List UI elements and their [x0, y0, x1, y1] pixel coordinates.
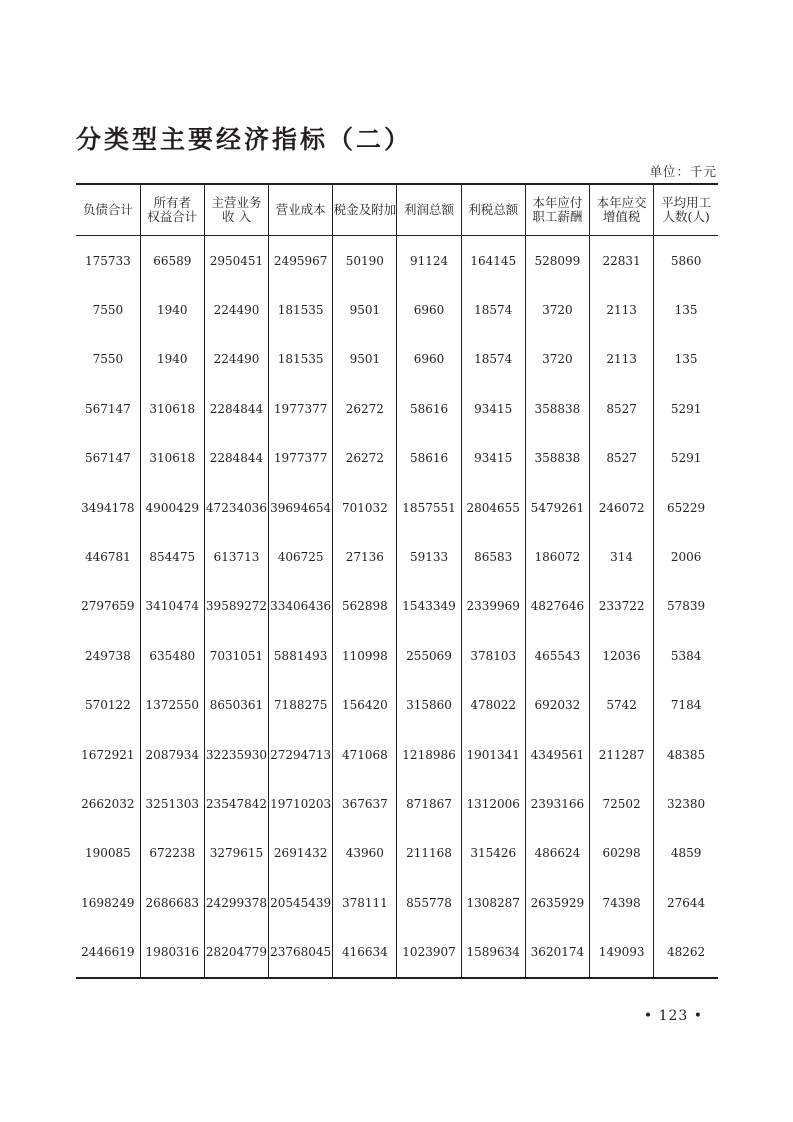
- economic-indicators-table: [76, 183, 718, 979]
- table-cell: 2662032: [81, 796, 135, 811]
- table-cell: 7188275: [269, 681, 333, 730]
- table-cell: 58616: [397, 384, 461, 433]
- table-cell: 181535: [269, 285, 333, 334]
- table-cell: 2446619: [81, 945, 135, 960]
- table-cell: 8527: [590, 434, 654, 483]
- table-cell: 149093: [590, 927, 654, 977]
- table-cell: 32235930: [204, 730, 268, 779]
- table-cell: 1023907: [397, 927, 461, 977]
- table-cell: 23547842: [204, 779, 268, 828]
- table-cell: 18574: [461, 335, 525, 384]
- table-cell: 406725: [269, 532, 333, 581]
- table-cell: 175733: [84, 253, 131, 268]
- table-cell: 3720: [525, 335, 589, 384]
- table-cell: 24299378: [204, 878, 268, 927]
- table-cell: 233722: [590, 582, 654, 631]
- table-cell: 854475: [140, 532, 204, 581]
- table-cell: 22831: [590, 236, 654, 286]
- table-cell: 6960: [397, 335, 461, 384]
- table-cell: 2686683: [140, 878, 204, 927]
- column-header-line: 平均用工: [661, 195, 712, 210]
- table-cell: 32380: [654, 779, 718, 828]
- table-cell: 314: [590, 532, 654, 581]
- table-cell: 5384: [654, 631, 718, 680]
- table-cell: 416634: [333, 927, 397, 977]
- table-cell: 378103: [461, 631, 525, 680]
- table-cell: 1698249: [81, 895, 135, 910]
- column-header-line: 利润总额: [404, 202, 455, 217]
- table-cell: 255069: [397, 631, 461, 680]
- table-cell: 1672921: [81, 747, 135, 762]
- table-cell: 2087934: [140, 730, 204, 779]
- table-cell: 57839: [654, 582, 718, 631]
- table-cell: 1312006: [461, 779, 525, 828]
- table-cell: 72502: [590, 779, 654, 828]
- table-cell: 3720: [525, 285, 589, 334]
- page-title: 分类型主要经济指标（二）: [76, 125, 413, 154]
- table-cell: 135: [654, 335, 718, 384]
- table-cell: 1940: [140, 285, 204, 334]
- table-cell: 211168: [397, 829, 461, 878]
- table-cell: 48385: [654, 730, 718, 779]
- table-cell: 27644: [654, 878, 718, 927]
- table-cell: 18574: [461, 285, 525, 334]
- table-cell: 86583: [461, 532, 525, 581]
- column-header: [140, 184, 204, 236]
- table-cell: 567147: [84, 451, 131, 466]
- table-header: [76, 184, 718, 236]
- table-cell: 310618: [140, 384, 204, 433]
- table-cell: 211287: [590, 730, 654, 779]
- table-row: [76, 285, 718, 334]
- table-cell: 1543349: [397, 582, 461, 631]
- table-cell: 1977377: [269, 434, 333, 483]
- table-body: [76, 236, 718, 978]
- table-row: [76, 779, 718, 828]
- table-cell: 2113: [590, 335, 654, 384]
- table-cell: 7184: [654, 681, 718, 730]
- table-cell: 47234036: [204, 483, 268, 532]
- table-cell: 23768045: [269, 927, 333, 977]
- column-header-line: 利税总额: [468, 202, 519, 217]
- column-header-line: 本年应交: [596, 195, 647, 210]
- table-row: [76, 236, 718, 286]
- table-cell: 2691432: [269, 829, 333, 878]
- table-cell: 93415: [461, 384, 525, 433]
- column-header: [461, 184, 525, 236]
- table-cell: 1589634: [461, 927, 525, 977]
- table-cell: 2950451: [204, 236, 268, 286]
- table-cell: 66589: [140, 236, 204, 286]
- table-cell: 249738: [84, 648, 131, 663]
- table-cell: 692032: [525, 681, 589, 730]
- table-row: [76, 434, 718, 483]
- table-row: [76, 631, 718, 680]
- column-header-line: 本年应付: [532, 195, 583, 210]
- table-cell: 2284844: [204, 434, 268, 483]
- column-header-line: 税金及附加: [333, 202, 397, 217]
- table-cell: 5860: [654, 236, 718, 286]
- table-cell: 2284844: [204, 384, 268, 433]
- table-cell: 3251303: [140, 779, 204, 828]
- column-header-line: 职工薪酬: [532, 209, 583, 224]
- table-cell: 4900429: [140, 483, 204, 532]
- table-cell: 672238: [140, 829, 204, 878]
- table-cell: 2339969: [461, 582, 525, 631]
- table-cell: 5291: [654, 384, 718, 433]
- table-cell: 446781: [84, 550, 131, 565]
- table-cell: 65229: [654, 483, 718, 532]
- table-cell: 27294713: [269, 730, 333, 779]
- table-cell: 164145: [461, 236, 525, 286]
- table-cell: 2804655: [461, 483, 525, 532]
- table-cell: 2393166: [525, 779, 589, 828]
- table-cell: 1940: [140, 335, 204, 384]
- table-cell: 1980316: [140, 927, 204, 977]
- table-cell: 367637: [333, 779, 397, 828]
- table-row: [76, 730, 718, 779]
- table-cell: 91124: [397, 236, 461, 286]
- table-cell: 26272: [333, 434, 397, 483]
- column-header-line: 负债合计: [82, 202, 133, 217]
- table-cell: 528099: [525, 236, 589, 286]
- table-row: [76, 384, 718, 433]
- table-cell: 9501: [333, 285, 397, 334]
- table-cell: 3494178: [81, 500, 135, 515]
- table-cell: 9501: [333, 335, 397, 384]
- table-cell: 486624: [525, 829, 589, 878]
- table-row: [76, 878, 718, 927]
- table-cell: 2797659: [81, 599, 135, 614]
- table-cell: 28204779: [204, 927, 268, 977]
- table-cell: 7550: [92, 352, 124, 367]
- table-cell: 93415: [461, 434, 525, 483]
- table-cell: 2006: [654, 532, 718, 581]
- column-header-line: 所有者: [153, 195, 192, 210]
- column-header-line: 营业成本: [275, 202, 326, 217]
- table-cell: 26272: [333, 384, 397, 433]
- table-row: [76, 829, 718, 878]
- table-cell: 190085: [84, 846, 131, 861]
- table-cell: 2495967: [269, 236, 333, 286]
- table-cell: 5881493: [269, 631, 333, 680]
- table-cell: 12036: [590, 631, 654, 680]
- table-cell: 1308287: [461, 878, 525, 927]
- column-header: [525, 184, 589, 236]
- table-cell: 358838: [525, 384, 589, 433]
- table-cell: 186072: [525, 532, 589, 581]
- table-cell: 471068: [333, 730, 397, 779]
- table-row: [76, 335, 718, 384]
- table-row: [76, 582, 718, 631]
- table-cell: 39589272: [204, 582, 268, 631]
- table-cell: 315860: [397, 681, 461, 730]
- table-cell: 701032: [333, 483, 397, 532]
- table-cell: 7550: [92, 303, 124, 318]
- table-cell: 1218986: [397, 730, 461, 779]
- table-cell: 613713: [204, 532, 268, 581]
- table-cell: 1901341: [461, 730, 525, 779]
- table-cell: 60298: [590, 829, 654, 878]
- column-header-line: 人数(人): [662, 209, 710, 224]
- table-cell: 27136: [333, 532, 397, 581]
- table-cell: 562898: [333, 582, 397, 631]
- table-cell: 855778: [397, 878, 461, 927]
- page-number: • 123 •: [643, 1008, 703, 1024]
- table-cell: 43960: [333, 829, 397, 878]
- table-cell: 4349561: [525, 730, 589, 779]
- column-header: [76, 184, 140, 236]
- table-cell: 378111: [333, 878, 397, 927]
- table-cell: 1372550: [140, 681, 204, 730]
- table-cell: 8527: [590, 384, 654, 433]
- column-header: [654, 184, 718, 236]
- table-cell: 246072: [590, 483, 654, 532]
- table-cell: 570122: [84, 698, 131, 713]
- table-cell: 50190: [333, 236, 397, 286]
- table-cell: 181535: [269, 335, 333, 384]
- table-cell: 33406436: [269, 582, 333, 631]
- table-cell: 20545439: [269, 878, 333, 927]
- table-cell: 74398: [590, 878, 654, 927]
- column-header: [397, 184, 461, 236]
- table-cell: 58616: [397, 434, 461, 483]
- table-cell: 8650361: [204, 681, 268, 730]
- table-cell: 871867: [397, 779, 461, 828]
- column-header-line: 主营业务: [211, 195, 262, 210]
- table-cell: 6960: [397, 285, 461, 334]
- header-row: [76, 184, 718, 236]
- table-row: [76, 927, 718, 977]
- table-cell: 5479261: [525, 483, 589, 532]
- table-cell: 224490: [204, 285, 268, 334]
- table-cell: 224490: [204, 335, 268, 384]
- table-cell: 478022: [461, 681, 525, 730]
- table-cell: 465543: [525, 631, 589, 680]
- table-cell: 135: [654, 285, 718, 334]
- table-cell: 310618: [140, 434, 204, 483]
- table-cell: 110998: [333, 631, 397, 680]
- table-row: [76, 532, 718, 581]
- table-cell: 156420: [333, 681, 397, 730]
- table-cell: 3410474: [140, 582, 204, 631]
- table-cell: 7031051: [204, 631, 268, 680]
- unit-label: 单位：千元: [649, 164, 717, 179]
- table-cell: 39694654: [269, 483, 333, 532]
- table-cell: 4859: [654, 829, 718, 878]
- table-cell: 315426: [461, 829, 525, 878]
- table-cell: 5291: [654, 434, 718, 483]
- column-header: [269, 184, 333, 236]
- table-cell: 2635929: [525, 878, 589, 927]
- column-header: [204, 184, 268, 236]
- table-row: [76, 681, 718, 730]
- table-cell: 3620174: [525, 927, 589, 977]
- table-cell: 5742: [590, 681, 654, 730]
- table-cell: 3279615: [204, 829, 268, 878]
- table-cell: 1977377: [269, 384, 333, 433]
- table-cell: 2113: [590, 285, 654, 334]
- table-cell: 1857551: [397, 483, 461, 532]
- column-header-line: 增值税: [602, 209, 641, 224]
- table-cell: 4827646: [525, 582, 589, 631]
- table-cell: 635480: [140, 631, 204, 680]
- column-header-line: 权益合计: [147, 209, 198, 224]
- column-header: [590, 184, 654, 236]
- table-cell: 19710203: [269, 779, 333, 828]
- table-cell: 48262: [654, 927, 718, 977]
- table-cell: 358838: [525, 434, 589, 483]
- table-row: [76, 483, 718, 532]
- table-cell: 59133: [397, 532, 461, 581]
- table-cell: 567147: [84, 401, 131, 416]
- column-header-line: 收 入: [221, 209, 251, 224]
- column-header: [333, 184, 397, 236]
